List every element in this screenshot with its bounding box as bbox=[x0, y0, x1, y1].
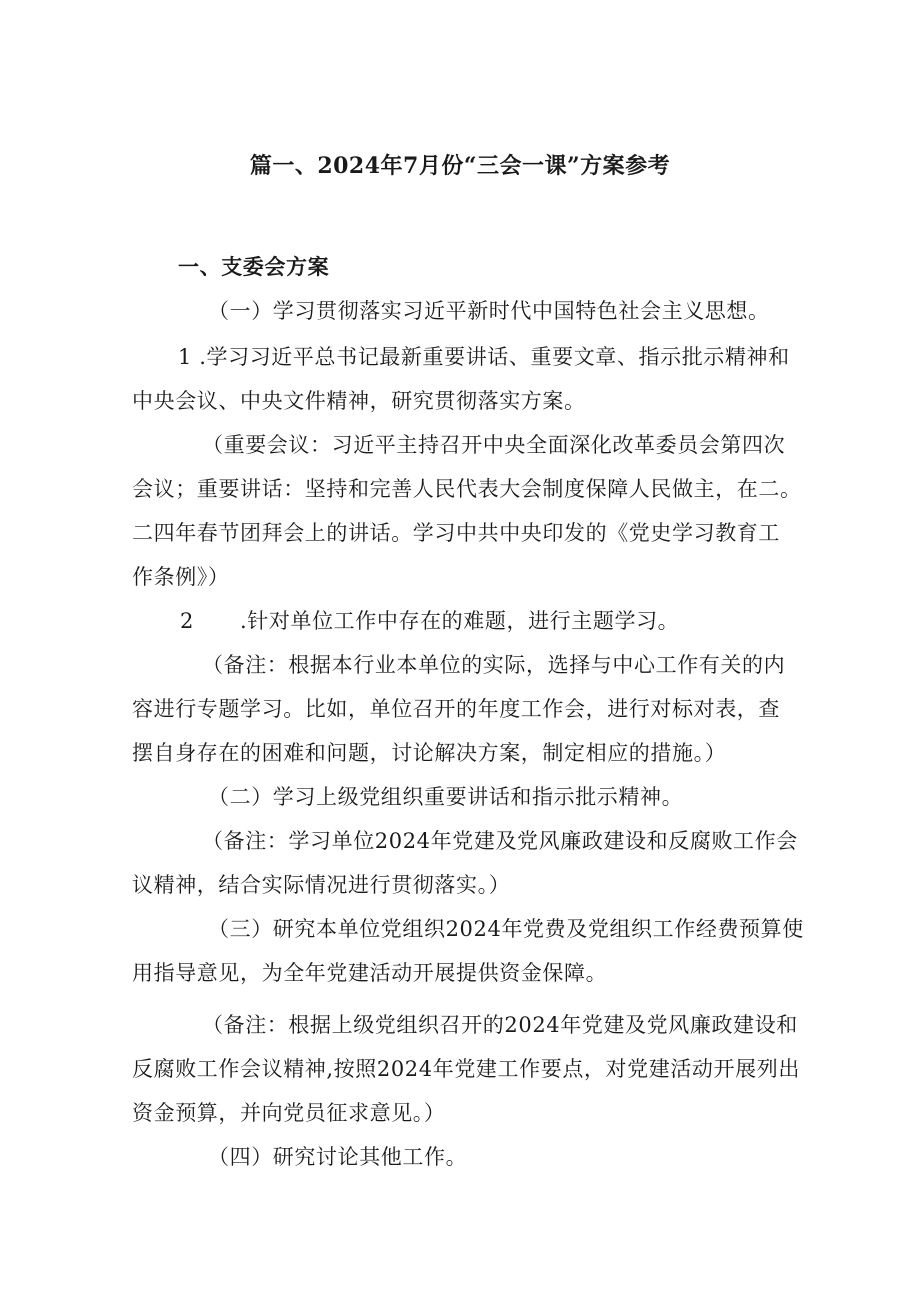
paragraph-line: （备注：根据本行业本单位的实际，选择与中心工作有关的内 bbox=[202, 653, 786, 677]
paragraph-line: 反腐败工作会议精神,按照2024年党建工作要点，对党建活动开展列出 bbox=[132, 1057, 800, 1081]
paragraph-line: .针对单位工作中存在的难题，进行主题学习。 bbox=[240, 609, 680, 633]
paragraph-line: （备注：根据上级党组织召开的2024年党建及党风廉政建设和 bbox=[202, 1013, 798, 1037]
paragraph-line: （四）研究讨论其他工作。 bbox=[208, 1145, 468, 1169]
paragraph-line: 容进行专题学习。比如，单位召开的年度工作会，进行对标对表，查 bbox=[132, 697, 780, 721]
paragraph-line: 资金预算，并向党员征求意见。） bbox=[132, 1101, 446, 1125]
paragraph-line: 摆自身存在的困难和问题，讨论解决方案，制定相应的措施。） bbox=[132, 741, 727, 765]
paragraph-line: （三）研究本单位党组织2024年党费及党组织工作经费预算使 bbox=[208, 917, 804, 941]
section-heading: 一、支委会方案 bbox=[178, 254, 330, 279]
paragraph-line: （备注：学习单位2024年党建及党风廉政建设和反腐败工作会 bbox=[202, 829, 798, 853]
paragraph-line: 中央会议、中央文件精神，研究贯彻落实方案。 bbox=[132, 389, 586, 413]
paragraph-line: （重要会议：习近平主持召开中央全面深化改革委员会第四次 bbox=[202, 433, 786, 457]
paragraph-line: 作条例》） bbox=[132, 565, 230, 589]
paragraph-line: （二）学习上级党组织重要讲话和指示批示精神。 bbox=[208, 785, 684, 809]
paragraph-line: 二四年春节团拜会上的讲话。学习中共中央印发的《党史学习教育工 bbox=[132, 521, 780, 545]
paragraph-line: 议精神，结合实际情况进行贯彻落实。） bbox=[132, 873, 511, 897]
list-number: 2 bbox=[180, 609, 194, 633]
paragraph-line: 1 .学习习近平总书记最新重要讲话、重要文章、指示批示精神和 bbox=[178, 345, 790, 369]
paragraph-line: 用指导意见，为全年党建活动开展提供资金保障。 bbox=[132, 961, 608, 985]
document-title: 篇一、2024年7月份“三会一课”方案参考 bbox=[249, 153, 671, 179]
paragraph-line: 会议；重要讲话：坚持和完善人民代表大会制度保障人民做主，在二。 bbox=[132, 477, 802, 501]
paragraph-line: （一）学习贯彻落实习近平新时代中国特色社会主义思想。 bbox=[208, 299, 770, 323]
